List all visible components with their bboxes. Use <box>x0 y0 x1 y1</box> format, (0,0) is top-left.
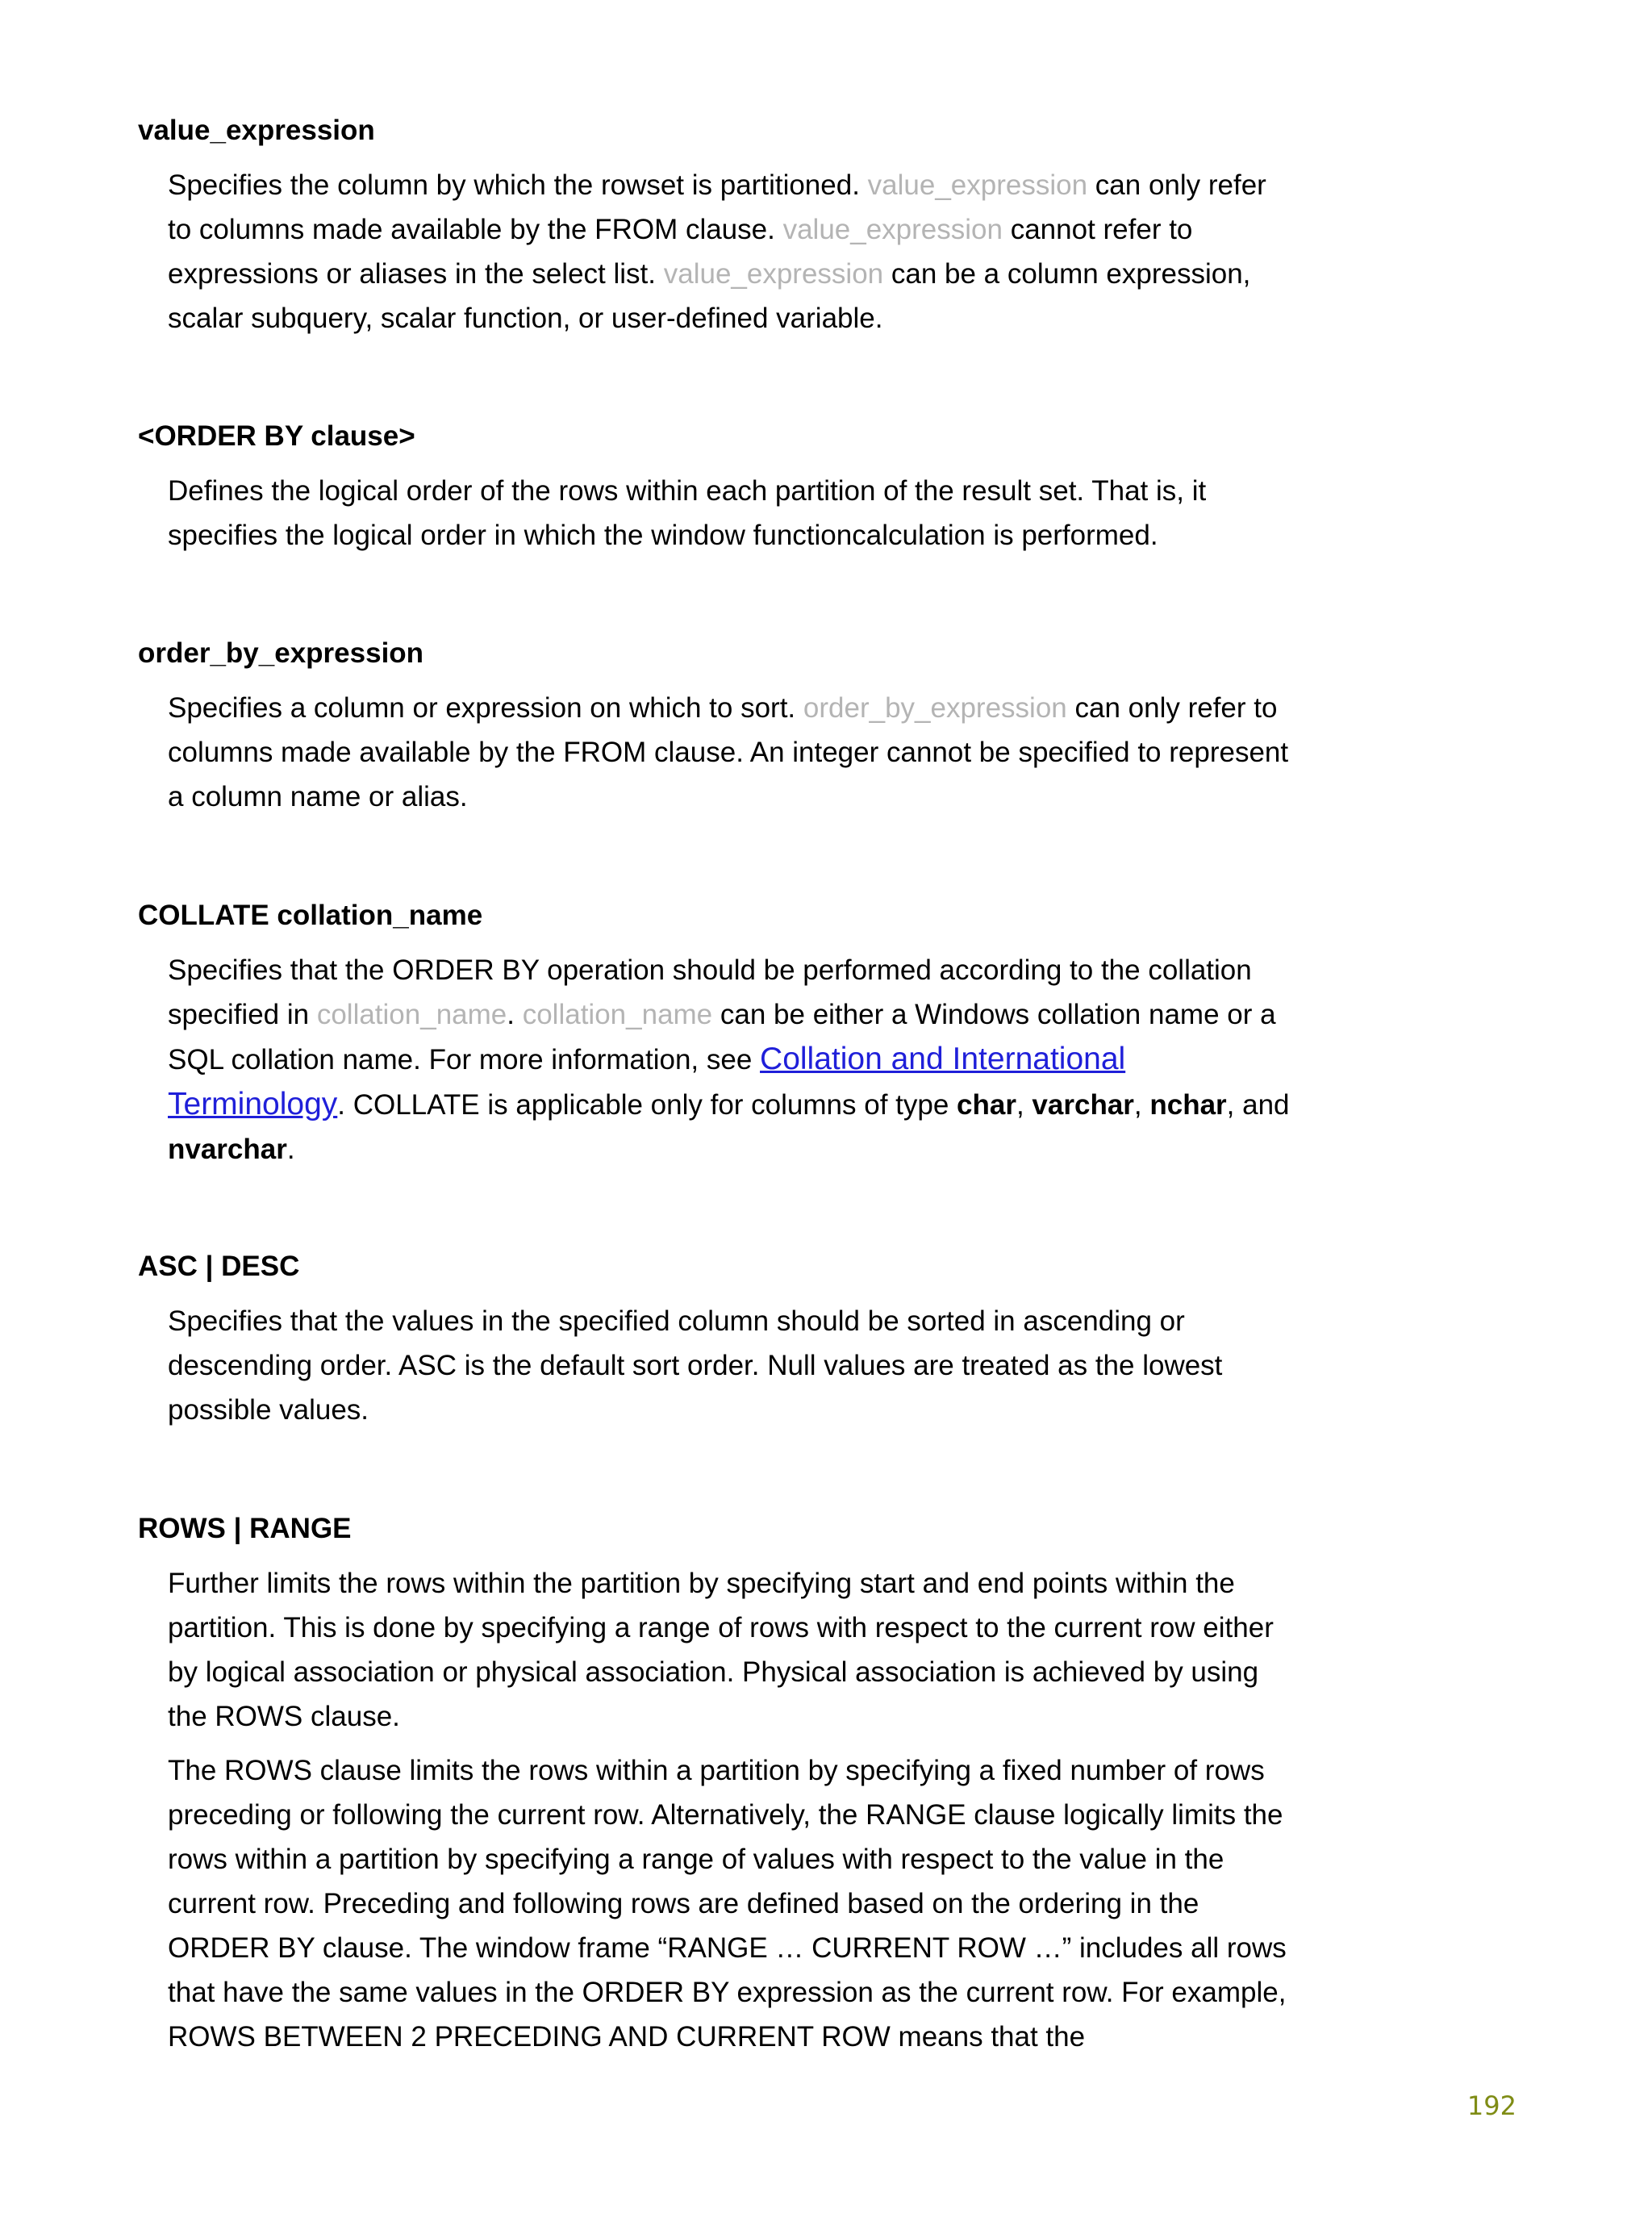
param-value-expression: value_expression <box>867 169 1088 201</box>
term-rows-range: ROWS | RANGE <box>138 1513 352 1544</box>
desc-collate: Specifies that the ORDER BY operation should be performed according to the collation specified in collation_name. collation_name can be either a Windows collation name or a SQL collation name. For more information, see Collation and International Terminology. COLLATE is applicable only for columns of type char, varchar, nchar, and nvarchar. <box>168 954 1290 1165</box>
collation-terminology-link[interactable]: Collation and International Terminology <box>168 1042 1126 1121</box>
param-value-expression: value_expression <box>663 258 884 290</box>
desc-value-expression: Specifies the column by which the rowset is partitioned. value_expression can only refer to columns made available by the FROM clause. value_expression cannot refer to expressions or aliases in the select list. value_expression can be a column expression, scalar subquery, scalar function, or user-defined variable. <box>168 169 1266 334</box>
param-collation-name: collation_name <box>522 999 713 1030</box>
term-order-by-clause: <ORDER BY clause> <box>138 420 415 452</box>
term-order-by-expression: order_by_expression <box>138 637 424 669</box>
param-collation-name: collation_name <box>316 999 507 1030</box>
rows-range-paragraph-2: The ROWS clause limits the rows within a partition by specifying a fixed number of rows preceding or following the current row. Alternatively, the RANGE clause logically limits the rows within a partition by specifying a range of values with respect to the value in the current row. Preceding and following rows are defined based on the ordering in the ORDER BY clause. The window frame “RANGE … CURRENT ROW …” includes all rows that have the same values in the ORDER BY expression as the current row. For example, ROWS BETWEEN 2 PRECEDING AND CURRENT ROW means that the <box>168 1755 1287 2053</box>
desc-asc-desc: Specifies that the values in the specified column should be sorted in ascending or descending order. ASC is the default sort order. Null values are treated as the lowest possible values. <box>168 1305 1223 1426</box>
param-value-expression: value_expression <box>782 214 1003 245</box>
term-asc-desc: ASC | DESC <box>138 1251 300 1282</box>
page-number: 192 <box>1466 2090 1516 2121</box>
term-value-expression: value_expression <box>138 115 375 146</box>
rows-range-paragraph-1: Further limits the rows within the partition by specifying start and end points within the partition. This is done by specifying a range of rows with respect to the current row either by logical association or physical association. Physical association is achieved by using the ROWS clause. <box>168 1568 1274 1732</box>
param-order-by-expression: order_by_expression <box>803 692 1067 724</box>
desc-rows-range <box>168 1561 1297 2059</box>
desc-order-by-expression: Specifies a column or expression on which to sort. order_by_expression can only refer to columns made available by the FROM clause. An integer cannot be specified to represent a column name or alias. <box>168 692 1289 812</box>
desc-order-by-clause: Defines the logical order of the rows within each partition of the result set. That is, it specifies the logical order in which the window functioncalculation is performed. <box>168 475 1207 551</box>
term-collate: COLLATE collation_name <box>138 900 483 931</box>
